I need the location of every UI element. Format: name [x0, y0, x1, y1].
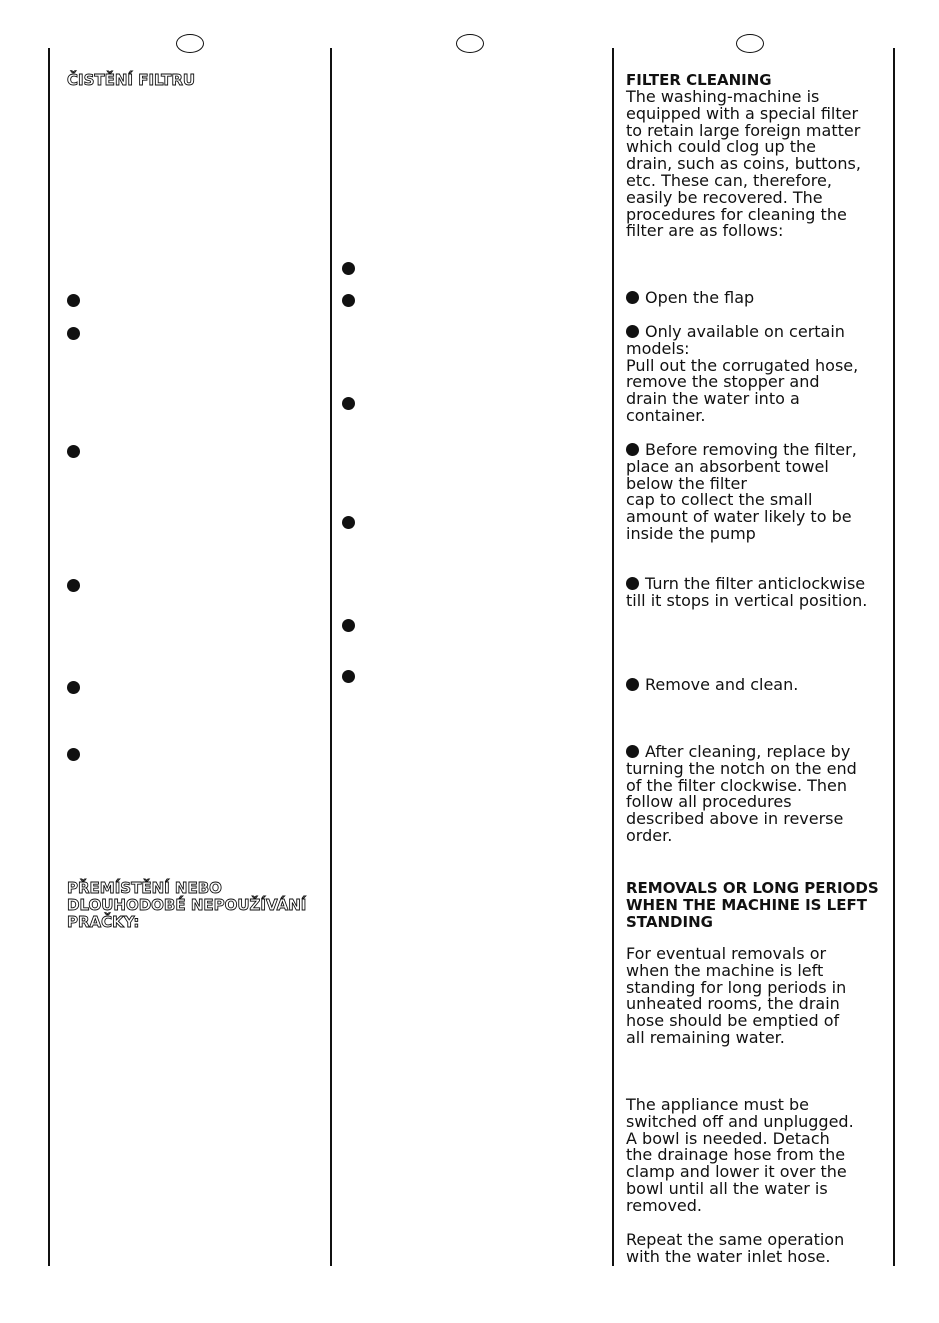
english-step-replace	[626, 744, 878, 845]
text-line: unheated rooms, the drain	[626, 994, 840, 1014]
czech-heading-removal-line: DLOUHODOBÉ NEPOUŽÍVÁNÍ	[67, 896, 307, 914]
text-line: when the machine is left	[626, 960, 824, 980]
text-line: Remove and clean.	[645, 675, 799, 694]
text-line: to retain large foreign matter	[626, 120, 861, 140]
english-step-towel	[626, 442, 878, 543]
text-line: with the water inlet hose.	[626, 1246, 831, 1266]
english-removal-paragraph-2	[626, 1097, 878, 1215]
text-line: below the filter	[626, 473, 747, 493]
english-heading-removal	[626, 880, 879, 931]
bullet-dot	[67, 327, 80, 340]
column-divider-middle	[330, 48, 332, 1266]
text-line: place an absorbent towel	[626, 456, 829, 476]
text-line: models:	[626, 338, 690, 358]
bullet-dot	[626, 291, 639, 304]
language-marker-circle	[736, 34, 764, 53]
text-line: all remaining water.	[626, 1027, 785, 1047]
text-line: Open the flap	[645, 288, 755, 307]
bullet-dot	[626, 443, 639, 456]
bullet-dot	[342, 619, 355, 632]
text-line: remove the stopper and	[626, 372, 820, 392]
czech-heading-removal-line: PRAČKY:	[67, 913, 140, 931]
text-line: drain the water into a	[626, 389, 800, 409]
column-divider-left	[48, 48, 50, 1266]
heading-line: WHEN THE MACHINE IS LEFT	[626, 896, 867, 914]
bullet-dot	[342, 516, 355, 529]
text-line: bowl until all the water is	[626, 1178, 828, 1198]
text-line: drain, such as coins, buttons,	[626, 154, 861, 174]
language-marker-circle	[176, 34, 204, 53]
bullet-dot	[626, 678, 639, 691]
czech-heading-removal-line: PŘEMÍSTĚNÍ NEBO	[67, 879, 222, 897]
text-line: amount of water likely to be	[626, 507, 852, 527]
heading-line: REMOVALS OR LONG PERIODS	[626, 879, 879, 897]
bullet-dot	[67, 579, 80, 592]
text-line: the drainage hose from the	[626, 1145, 846, 1165]
bullet-dot	[67, 445, 80, 458]
text-line: procedures for cleaning the	[626, 204, 847, 224]
text-line: Repeat the same operation	[626, 1230, 845, 1249]
bullet-dot	[626, 325, 639, 338]
english-intro-paragraph	[626, 89, 878, 240]
column-divider-right	[893, 48, 895, 1266]
bullet-dot	[342, 262, 355, 275]
text-line: Only available on certain	[645, 322, 845, 341]
text-line: which could clog up the	[626, 137, 817, 157]
text-line: order.	[626, 825, 673, 845]
heading-line: STANDING	[626, 913, 713, 931]
text-line: container.	[626, 405, 706, 425]
text-line: equipped with a special filter	[626, 103, 859, 123]
english-step-remove-clean	[626, 677, 878, 694]
bullet-dot	[342, 397, 355, 410]
text-line: described above in reverse	[626, 809, 844, 829]
bullet-dot	[67, 681, 80, 694]
text-line: easily be recovered. The	[626, 187, 823, 207]
text-line: removed.	[626, 1195, 702, 1215]
english-removal-paragraph-1	[626, 946, 878, 1047]
bullet-dot	[342, 294, 355, 307]
text-line: till it stops in vertical position.	[626, 590, 868, 610]
text-line: clamp and lower it over the	[626, 1162, 847, 1182]
text-line: etc. These can, therefore,	[626, 170, 832, 190]
english-step-turn-filter	[626, 576, 878, 610]
czech-heading-removal	[67, 880, 306, 931]
text-line: inside the pump	[626, 523, 756, 543]
bullet-dot	[626, 577, 639, 590]
column-divider-center-right	[612, 48, 614, 1266]
text-line: follow all procedures	[626, 792, 792, 812]
text-line: switched off and unplugged.	[626, 1111, 854, 1131]
text-line: After cleaning, replace by	[645, 742, 851, 761]
text-line: The washing-machine is	[626, 87, 820, 106]
czech-heading-filter: ČISTĚNÍ FILTRU	[67, 71, 196, 89]
text-line: hose should be emptied of	[626, 1011, 840, 1031]
bullet-dot	[67, 748, 80, 761]
text-line: Pull out the corrugated hose,	[626, 355, 859, 375]
text-line: Turn the filter anticlockwise	[645, 574, 866, 593]
text-line: standing for long periods in	[626, 977, 847, 997]
english-heading-filter: FILTER CLEANING	[626, 71, 772, 89]
text-line: Before removing the filter,	[645, 440, 857, 459]
bullet-dot	[67, 294, 80, 307]
text-line: For eventual removals or	[626, 944, 827, 963]
bullet-dot	[626, 745, 639, 758]
language-marker-circle	[456, 34, 484, 53]
text-line: cap to collect the small	[626, 490, 813, 510]
text-line: The appliance must be	[626, 1095, 809, 1114]
text-line: turning the notch on the end	[626, 758, 857, 778]
text-line: of the filter clockwise. Then	[626, 775, 848, 795]
english-step-drain-hose	[626, 324, 878, 425]
english-step-open-flap	[626, 290, 878, 307]
text-line: A bowl is needed. Detach	[626, 1128, 830, 1148]
bullet-dot	[342, 670, 355, 683]
text-line: filter are as follows:	[626, 221, 784, 241]
english-removal-paragraph-3	[626, 1232, 878, 1266]
